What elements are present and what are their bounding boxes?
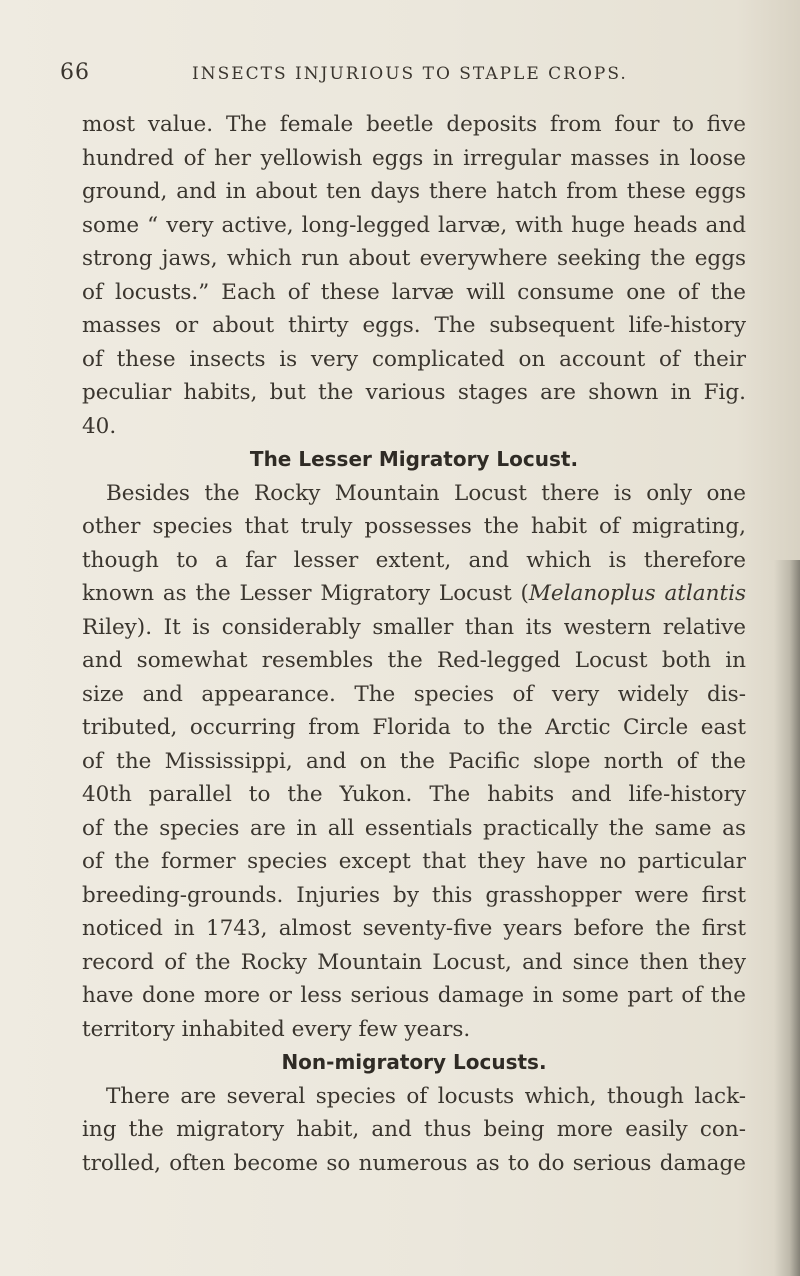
text-line: of these insects is very complicated on account of their <box>82 346 746 372</box>
section-heading-non-migratory-locusts: Non-migratory Locusts. <box>281 1050 547 1074</box>
text-line: though to a far lesser extent, and which is therefore <box>82 547 746 573</box>
page-header <box>60 60 740 94</box>
text-line: strong jaws, which run about everywhere seeking the eggs <box>82 246 746 271</box>
text-line: record of the Rocky Mountain Locust, and since then they <box>82 949 746 975</box>
text-line: There are several species of locusts which, though lack- <box>106 1083 746 1109</box>
text-line: breeding-grounds. Injuries by this grasshopper were first <box>82 882 746 908</box>
text-line: have done more or less serious damage in some part of the <box>82 983 746 1008</box>
body-text <box>82 108 746 1180</box>
running-title: INSECTS INJURIOUS TO STAPLE CROPS. <box>192 64 628 84</box>
page-number: 66 <box>60 60 90 85</box>
paragraph-2 <box>82 477 746 1047</box>
text-line: tributed, occurring from Florida to the Arctic Circle east <box>82 715 746 740</box>
text-line: and somewhat resembles the Red-legged Locust both in <box>82 648 746 673</box>
text-line <box>82 577 746 611</box>
text-line: hundred of her yellowish eggs in irregular masses in loose <box>82 145 746 171</box>
text-line: Riley). It is considerably smaller than its western relative <box>82 614 746 640</box>
text-line: masses or about thirty eggs. The subsequent life-history <box>82 313 746 338</box>
text-line: territory inhabited every few years. <box>82 1016 471 1042</box>
section-heading-lesser-migratory-locust: The Lesser Migratory Locust. <box>249 447 579 471</box>
text-line: 40th parallel to the Yukon. The habits and life-history <box>82 782 746 807</box>
species-name: Melanoplus atlantis <box>528 581 746 606</box>
text-line: of the former species except that they have no particular <box>82 849 746 874</box>
page-edge-shadow <box>774 560 800 1276</box>
text-line: peculiar habits, but the various stages are shown in Fig. <box>82 380 746 405</box>
text-line: other species that truly possesses the habit of migrating, <box>82 514 746 539</box>
text-line: noticed in 1743, almost seventy-five years before the first <box>82 916 746 941</box>
text-segment: known as the Lesser Migratory Locust ( <box>82 581 529 606</box>
text-line: ing the migratory habit, and thus being more easily con- <box>82 1117 746 1142</box>
text-line: trolled, often become so numerous as to do serious damage <box>82 1150 746 1176</box>
text-line: ground, and in about ten days there hatch from these eggs <box>82 179 746 204</box>
paragraph-1 <box>82 108 746 443</box>
text-line: Besides the Rocky Mountain Locust there is only one <box>106 480 746 506</box>
text-line: of the species are in all essentials practically the same as <box>82 815 746 841</box>
text-line: 40. <box>82 413 117 439</box>
text-line: of the Mississippi, and on the Pacific slope north of the <box>82 748 746 774</box>
text-line: size and appearance. The species of very widely dis- <box>82 681 746 707</box>
text-line: most value. The female beetle deposits from four to five <box>82 112 746 137</box>
text-line: some “ very active, long-legged larvæ, with huge heads and <box>82 212 746 238</box>
paragraph-3 <box>82 1080 746 1181</box>
text-line: of locusts.” Each of these larvæ will consume one of the <box>82 279 746 305</box>
